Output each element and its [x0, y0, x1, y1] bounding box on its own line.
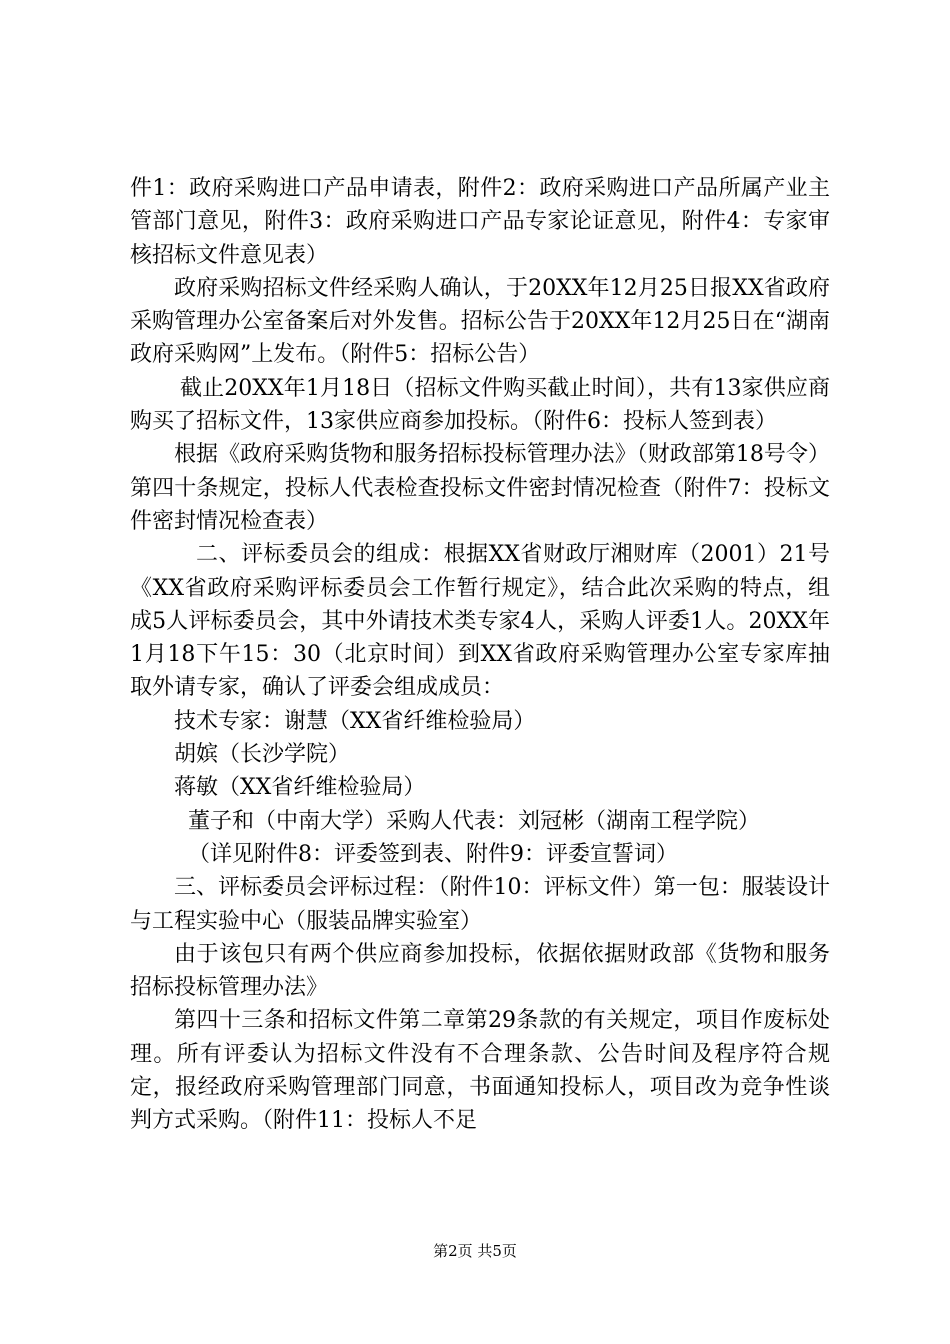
document-body [130, 172, 830, 1138]
expert-line-4-wrap [130, 805, 830, 838]
page-footer: 第2页 共5页 [433, 1242, 517, 1260]
paragraph-bid-announcement: 政府采购招标文件经采购人确认，于20XX年12月25日报XX省政府采购管理办公室备案后对外发售。招标公告于20XX年12月25日在“湖南政府采购网”上发布。（附件5：招标公告） [130, 275, 830, 368]
paragraph-see-attachments: （详见附件8：评委签到表、附件9：评委宣誓词） [188, 841, 678, 867]
paragraph-two-suppliers: 由于该包只有两个供应商参加投标，依据依据财政部《货物和服务招标投标管理办法》 [130, 941, 830, 1001]
paragraph-bid-deadline: 截止20XX年1月18日（招标文件购买截止时间），共有13家供应商购买了招标文件，13家供应商参加投标。（附件6：投标人签到表） [130, 375, 830, 435]
expert-line-2: 胡嫔（长沙学院） [174, 742, 351, 768]
expert-line-4: 董子和（中南大学）采购人代表：刘冠彬（湖南工程学院） [188, 808, 761, 834]
paragraph-attachments-list: 件1：政府采购进口产品申请表，附件2：政府采购进口产品所属产业主管部门意见，附件3：政府采购进口产品专家论证意见，附件4：专家审核招标文件意见表） [130, 176, 830, 268]
expert-line-1: 技术专家：谢慧（XX省纤维检验局） [174, 708, 536, 734]
paragraph-committee-formation: 二、评标委员会的组成：根据XX省财政厅湘财库（2001）21号《XX省政府采购评标委员会工作暂行规定》，结合此次采购的特点，组成5人评标委员会，其中外请技术类专家4人，采购人评委1人。20XX年1月18下午15：30（北京时间）到XX省政府采购管理办公室专家库抽取外请专家，确认了评委会组成成员： [130, 542, 830, 701]
paragraph-evaluation-process: 三、评标委员会评标过程：（附件10：评标文件）第一包：服装设计与工程实验中心（服装品牌实验室） [130, 875, 830, 934]
paragraph-invalid-bid: 第四十三条和招标文件第二章第29条款的有关规定，项目作废标处理。所有评委认为招标文件没有不合理条款、公告时间及程序符合规定，报经政府采购管理部门同意，书面通知投标人，项目改为竞争性谈判方式采购。（附件11：投标人不足 [130, 1008, 830, 1134]
paragraph-seal-inspection: 根据《政府采购货物和服务招标投标管理办法》（财政部第18号令）第四十条规定，投标人代表检查投标文件密封情况检查（附件7：投标文件密封情况检查表） [130, 442, 830, 534]
expert-line-3: 蒋敏（XX省纤维检验局） [174, 775, 426, 801]
